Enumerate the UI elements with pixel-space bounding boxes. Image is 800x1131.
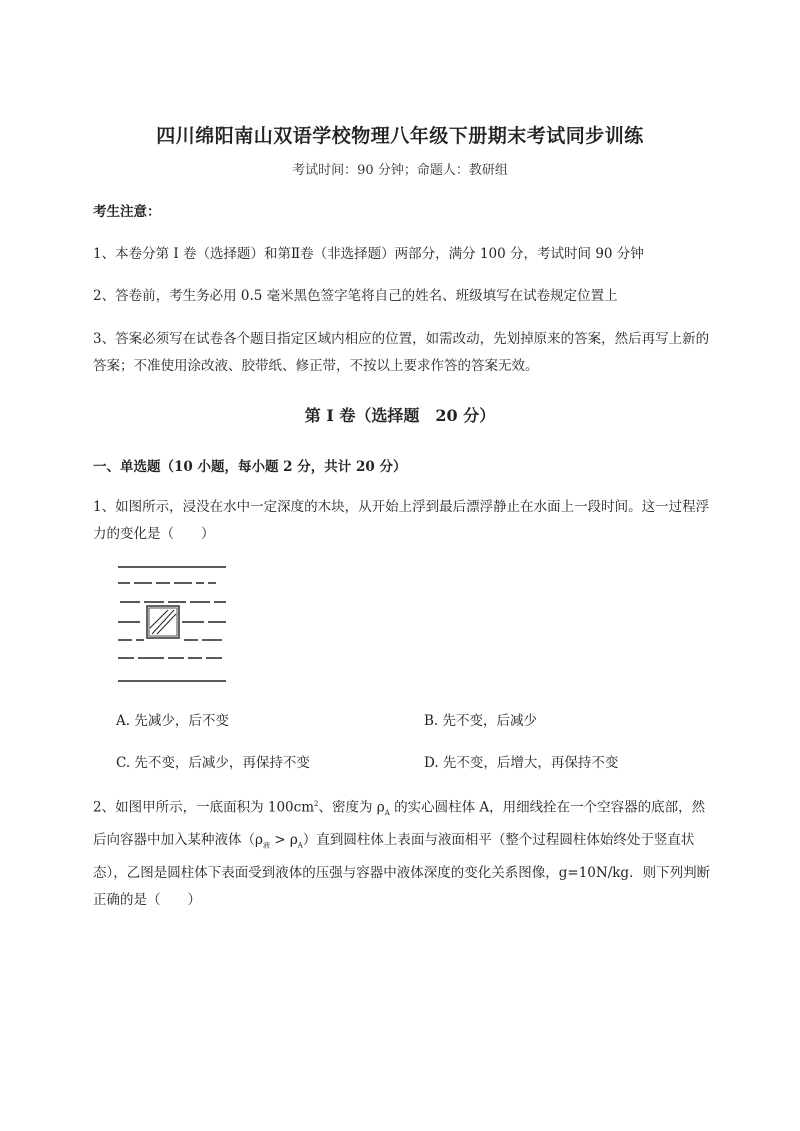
q2-text-3: 的实心圆柱体 A，用细线拴在一个空容器的底部，然后向容器中加入某种液体（ρ bbox=[93, 799, 706, 849]
question-1-option-a: A. 先减少，后不变 bbox=[116, 713, 229, 729]
group-heading: 一、单选题（10 小题，每小题 2 分，共计 20 分） bbox=[93, 459, 407, 475]
exam-info: 考试时间：90 分钟；命题人：教研组 bbox=[292, 163, 508, 178]
question-1-figure bbox=[112, 560, 232, 690]
q2-text-4: > ρ bbox=[269, 832, 298, 849]
q2-sub-a2: A bbox=[297, 841, 303, 850]
notice-heading: 考生注意： bbox=[93, 204, 161, 220]
question-1-stem: 1、如图所示，浸没在水中一定深度的木块，从开始上浮到最后漂浮静止在水面上一段时间。这一过程浮力的变化是（ ） bbox=[93, 499, 710, 542]
question-1-option-b: B. 先不变，后减少 bbox=[424, 713, 538, 729]
page-title: 四川绵阳南山双语学校物理八年级下册期末考试同步训练 bbox=[156, 125, 644, 147]
q2-text-1: 2、如图甲所示，一底面积为 100cm bbox=[93, 799, 315, 816]
notice-item-2: 2、答卷前，考生务必用 0.5 毫米黑色签字笔将自己的姓名、班级填写在试卷规定位置上 bbox=[93, 288, 618, 304]
q2-text-5: ）直到圆柱体上表面与液面相平（整个过程圆柱体始终处于竖直状态），乙图是圆柱体下表面受到液体的压强与容器中液体深度的变化关系图像，g=10N/kg．则下列判断正确的是（ ） bbox=[93, 832, 711, 908]
question-1-option-d: D. 先不变，后增大，再保持不变 bbox=[424, 755, 619, 771]
q2-sup-2: 2 bbox=[314, 800, 319, 808]
question-2-stem bbox=[93, 791, 713, 914]
section-title: 第 I 卷（选择题 20 分） bbox=[304, 406, 496, 425]
q2-text-2: 、密度为 ρ bbox=[318, 799, 385, 816]
q2-sub-a: A bbox=[384, 809, 390, 818]
notice-item-3: 3、答案必须写在试卷各个题目指定区域内相应的位置，如需改动，先划掉原来的答案，然后再写上新的答案；不准使用涂改液、胶带纸、修正带，不按以上要求作答的答案无效。 bbox=[93, 331, 710, 374]
question-1-option-c: C. 先不变，后减少，再保持不变 bbox=[116, 755, 310, 771]
notice-item-1: 1、本卷分第 I 卷（选择题）和第Ⅱ卷（非选择题）两部分，满分 100 分，考试时间 90 分钟 bbox=[93, 246, 644, 262]
q2-sub-liquid: 液 bbox=[262, 841, 270, 850]
